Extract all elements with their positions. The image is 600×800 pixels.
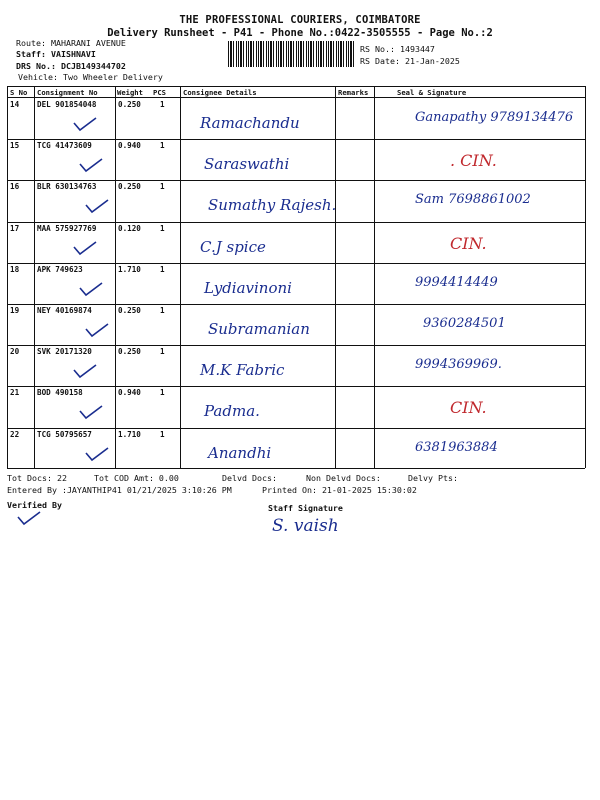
col-line	[585, 86, 586, 468]
verified-tick-mark	[16, 510, 42, 526]
header-divider	[7, 97, 585, 98]
cell-consignee-handwritten: Saraswathi	[204, 155, 290, 174]
document-title: THE PROFESSIONAL COURIERS, COIMBATORE	[179, 14, 421, 26]
cell-consignment-no: MAA 575927769	[37, 223, 97, 233]
cell-remark-mark: CIN.	[450, 233, 487, 253]
cell-consignee-handwritten: Sumathy Rajesh.	[208, 196, 337, 215]
col-header-remarks: Remarks	[338, 88, 369, 97]
delivery-tick-mark	[78, 281, 104, 297]
col-line	[374, 86, 375, 468]
cell-weight: 0.250	[118, 347, 141, 357]
col-line	[335, 86, 336, 468]
row-divider	[7, 139, 585, 140]
cell-sno: 22	[10, 429, 20, 439]
cell-pcs: 1	[160, 100, 165, 109]
cell-consignee-handwritten: Lydiavinoni	[204, 278, 292, 297]
cell-weight: 1.710	[118, 429, 141, 439]
row-divider	[7, 180, 585, 181]
barcode-image	[228, 41, 354, 67]
cell-sno: 19	[10, 306, 20, 315]
cell-consignment-no: BLR 630134763	[37, 182, 97, 192]
total-cod-amount: Tot COD Amt: 0.00	[94, 473, 179, 483]
delivery-tick-mark	[78, 404, 104, 420]
cell-sno: 17	[10, 223, 20, 233]
cell-pcs: 1	[160, 429, 165, 439]
vehicle-label: Vehicle: Two Wheeler Delivery	[18, 72, 163, 82]
cell-weight: 0.250	[118, 100, 141, 109]
cell-pcs: 1	[160, 182, 165, 192]
cell-weight: 0.120	[118, 223, 141, 233]
rs-date: RS Date: 21-Jan-2025	[360, 56, 460, 66]
row-divider	[7, 386, 585, 387]
row-divider	[7, 345, 585, 346]
total-docs: Tot Docs: 22	[7, 473, 67, 483]
cell-seal-signature: 9994414449	[415, 274, 498, 290]
staff-signature-scrawl: S. vaish	[272, 516, 339, 536]
printed-on: Printed On: 21-01-2025 15:30:02	[262, 485, 417, 495]
col-header-consignment: Consignment No	[37, 88, 98, 97]
row-divider	[7, 263, 585, 264]
cell-pcs: 1	[160, 223, 165, 233]
cell-pcs: 1	[160, 141, 165, 151]
cell-pcs: 1	[160, 347, 165, 357]
cell-consignment-no: APK 749623	[37, 264, 83, 274]
cell-seal-signature: 9994369969.	[415, 357, 502, 373]
drs-number: DRS No.: DCJB149344702	[16, 61, 126, 71]
cell-remark-mark: CIN.	[450, 398, 487, 418]
cell-weight: 1.710	[118, 264, 141, 274]
route-label: Route: MAHARANI AVENUE	[16, 38, 126, 48]
staff-signature-label: Staff Signature	[268, 503, 343, 513]
cell-weight: 0.940	[118, 388, 141, 398]
cell-seal-signature: Sam 7698861002	[415, 192, 531, 208]
col-line	[115, 86, 116, 468]
cell-consignment-no: BOD 490158	[37, 388, 83, 398]
col-header-consignee: Consignee Details	[183, 88, 257, 97]
non-delivered-docs: Non Delvd Docs:	[306, 473, 381, 483]
cell-consignee-handwritten: M.K Fabric	[200, 361, 285, 380]
delivery-tick-mark	[78, 157, 104, 173]
cell-weight: 0.250	[118, 182, 141, 192]
table-border-top	[7, 86, 585, 87]
cell-consignment-no: NEY 40169874	[37, 306, 92, 315]
runsheet-subtitle: Delivery Runsheet - P41 - Phone No.:0422-3505555 - Page No.:2	[107, 27, 493, 39]
cell-consignment-no: TCG 50795657	[37, 429, 92, 439]
col-header-weight: Weight	[117, 88, 143, 97]
cell-sno: 18	[10, 264, 20, 274]
staff-label: Staff: VAISHNAVI	[16, 49, 96, 59]
delivery-points: Delvy Pts:	[408, 473, 458, 483]
col-line	[7, 86, 8, 468]
col-header-pcs: PCS	[153, 88, 166, 97]
cell-pcs: 1	[160, 306, 165, 315]
delivery-tick-mark	[72, 240, 98, 256]
delivery-tick-mark	[72, 116, 98, 132]
cell-consignee-handwritten: Subramanian	[208, 320, 310, 338]
cell-remark-mark: . CIN.	[450, 151, 497, 171]
row-divider	[7, 304, 585, 305]
rs-number: RS No.: 1493447	[360, 44, 435, 54]
cell-seal-signature: Ganapathy 9789134476	[415, 110, 574, 125]
entered-by: Entered By :JAYANTHIP41 01/21/2025 3:10:26 PM	[7, 485, 232, 495]
col-header-sno: S No	[10, 88, 28, 97]
cell-consignee-handwritten: Padma.	[204, 402, 260, 421]
verified-by-label: Verified By	[7, 500, 62, 510]
col-line	[34, 86, 35, 468]
delivered-docs: Delvd Docs:	[222, 473, 277, 483]
delivery-tick-mark	[84, 322, 110, 338]
col-line	[180, 86, 181, 468]
cell-pcs: 1	[160, 388, 165, 398]
cell-consignee-handwritten: C.J spice	[200, 237, 266, 256]
cell-seal-signature: 6381963884	[415, 439, 498, 455]
cell-pcs: 1	[160, 264, 165, 274]
cell-consignee-handwritten: Ramachandu	[200, 114, 300, 132]
cell-consignment-no: TCG 41473609	[37, 141, 92, 151]
cell-consignment-no: DEL 901854048	[37, 100, 97, 109]
cell-sno: 16	[10, 182, 20, 192]
cell-sno: 15	[10, 141, 20, 151]
cell-seal-signature: 9360284501	[423, 316, 506, 331]
cell-sno: 20	[10, 347, 20, 357]
col-header-seal-signature: Seal & Signature	[397, 88, 467, 97]
delivery-tick-mark	[84, 446, 110, 462]
row-divider	[7, 428, 585, 429]
delivery-tick-mark	[84, 198, 110, 214]
delivery-tick-mark	[72, 363, 98, 379]
cell-weight: 0.940	[118, 141, 141, 151]
cell-consignee-handwritten: Anandhi	[208, 443, 272, 462]
table-border-bottom	[7, 468, 585, 469]
cell-weight: 0.250	[118, 306, 141, 315]
row-divider	[7, 222, 585, 223]
cell-consignment-no: SVK 20171320	[37, 347, 92, 357]
cell-sno: 21	[10, 388, 20, 398]
cell-sno: 14	[10, 100, 20, 109]
